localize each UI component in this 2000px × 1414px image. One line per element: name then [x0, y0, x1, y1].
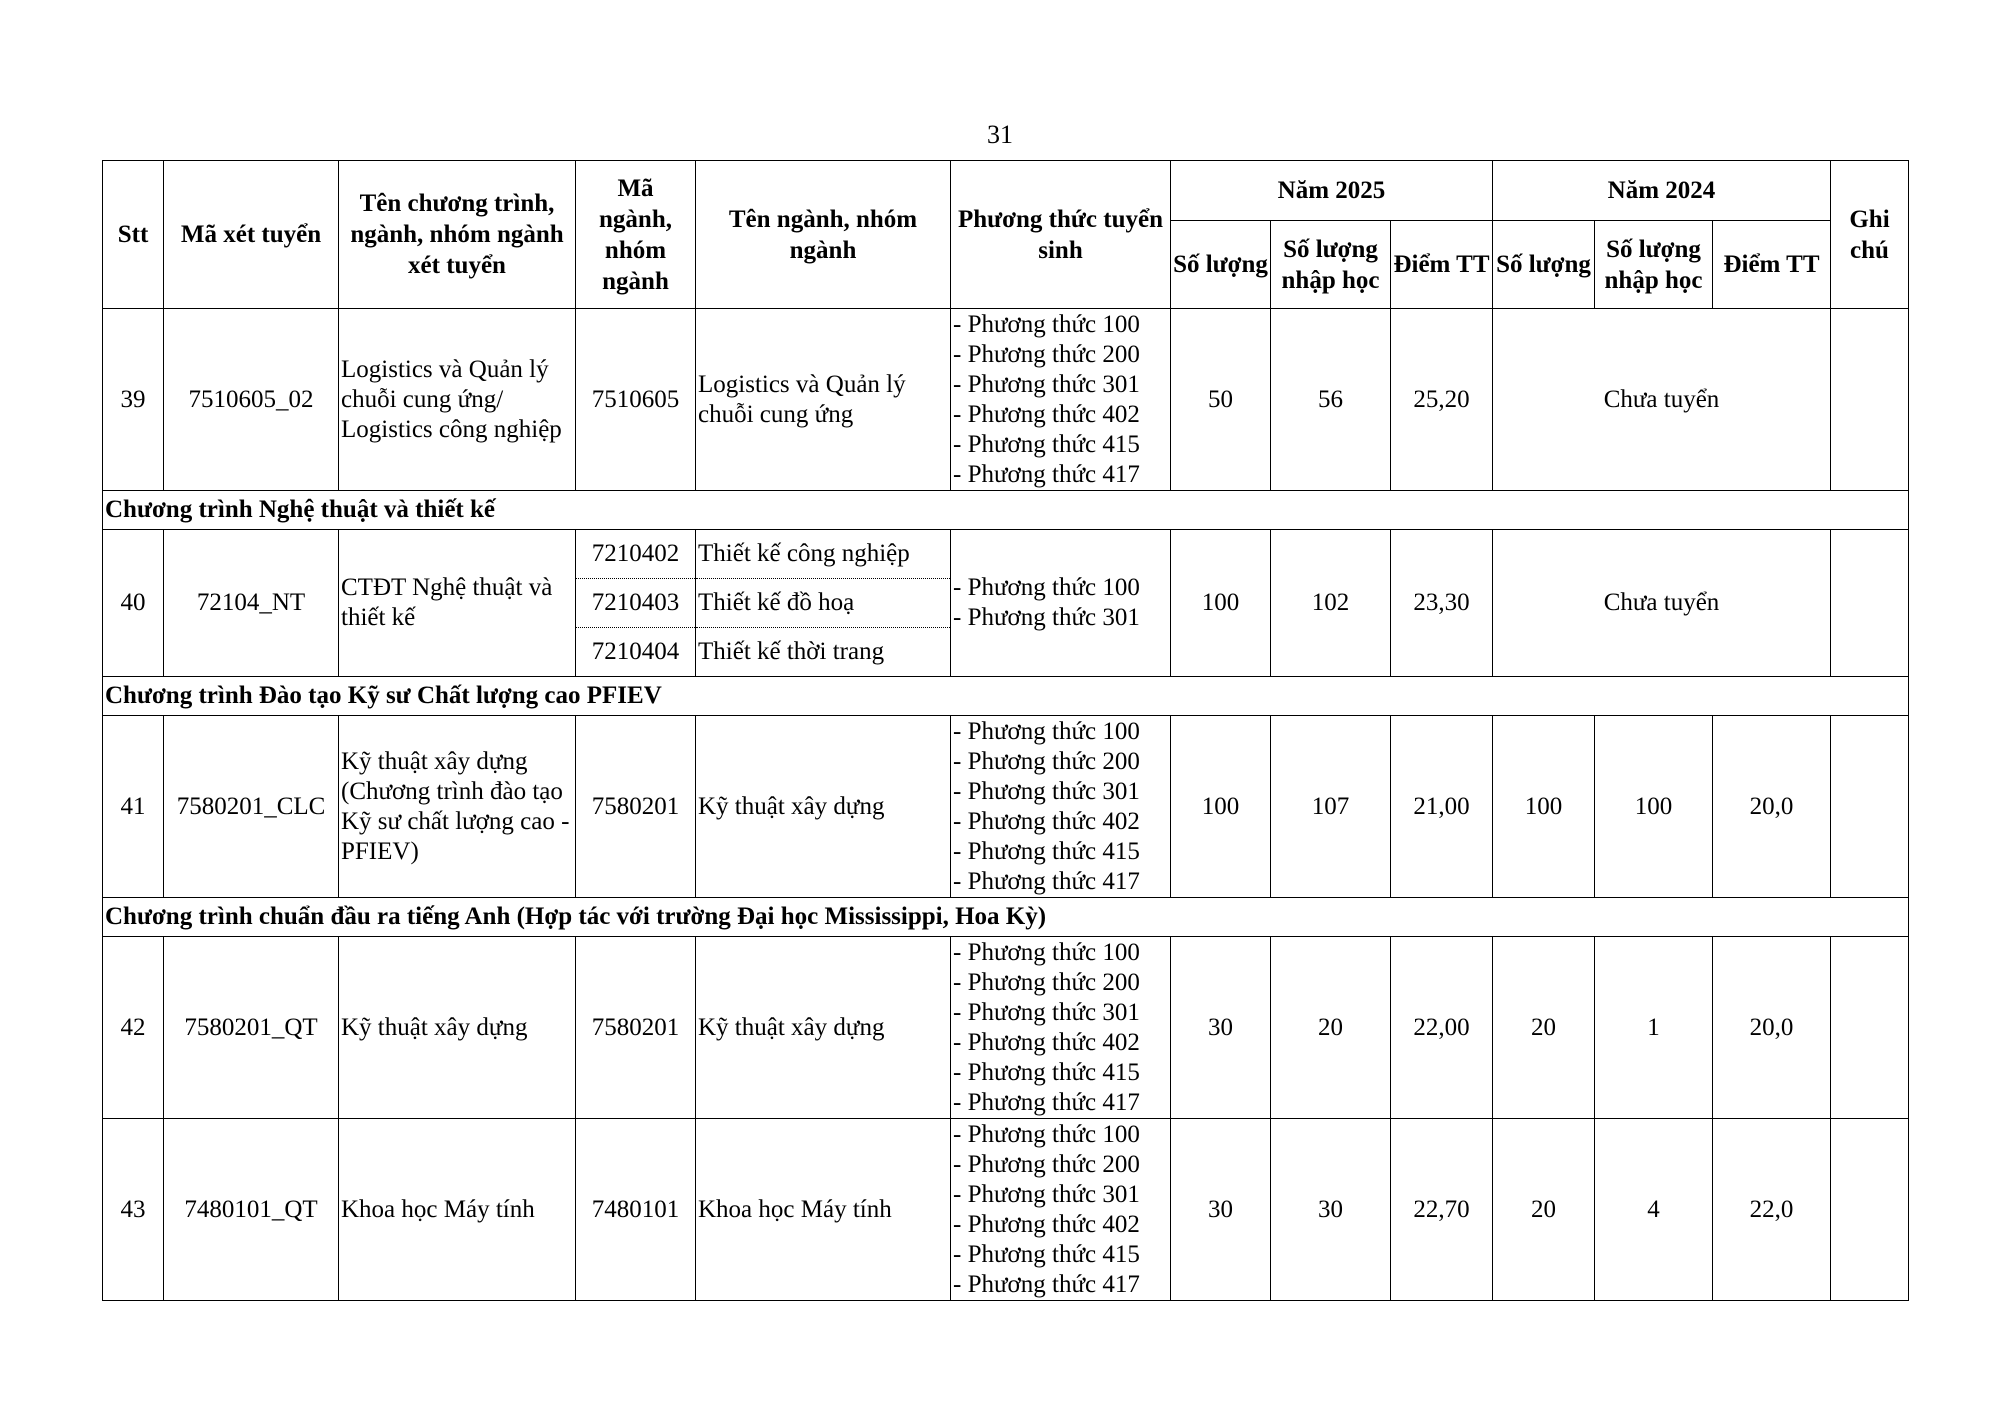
method-item: - Phương thức 100	[953, 938, 1140, 966]
cell-phuong-thuc	[951, 937, 1171, 1119]
header-ten-chuong-trinh: Tên chương trình, ngành, nhóm ngành xét tuyển	[339, 161, 576, 309]
method-item: - Phương thức 415	[953, 1240, 1140, 1268]
header-ghi-chu: Ghi chú	[1831, 161, 1909, 309]
section-row	[103, 491, 1909, 530]
cell-ma-nganh: 7580201	[576, 716, 696, 898]
header-so-luong-2025: Số lượng	[1171, 221, 1271, 309]
cell-ma-xet-tuyen: 7480101_QT	[164, 1119, 339, 1301]
method-item: - Phương thức 417	[953, 460, 1140, 488]
header-nhap-hoc-2025: Số lượng nhập học	[1271, 221, 1391, 309]
cell-so-luong-2024: 100	[1493, 716, 1595, 898]
cell-stt: 40	[103, 530, 164, 677]
cell-ma-nganh: 7210403	[576, 579, 696, 628]
header-ten-nganh: Tên ngành, nhóm ngành	[696, 161, 951, 309]
page-number: 31	[987, 120, 1013, 149]
header-ma-nganh: Mã ngành, nhóm ngành	[576, 161, 696, 309]
cell-phuong-thuc	[951, 1119, 1171, 1301]
header-so-luong-2024: Số lượng	[1493, 221, 1595, 309]
section-row	[103, 677, 1909, 716]
cell-diem-tt-2025: 22,70	[1391, 1119, 1493, 1301]
cell-so-luong-2025: 30	[1171, 1119, 1271, 1301]
header-diem-tt-2024: Điểm TT	[1713, 221, 1831, 309]
method-item: - Phương thức 415	[953, 1058, 1140, 1086]
cell-ten-nganh: Khoa học Máy tính	[696, 1119, 951, 1301]
section-title: Chương trình Đào tạo Kỹ sư Chất lượng cao PFIEV	[103, 677, 1909, 716]
method-item: - Phương thức 100	[953, 1120, 1140, 1148]
section-title: Chương trình chuẩn đầu ra tiếng Anh (Hợp tác với trường Đại học Mississippi, Hoa Kỳ)	[103, 898, 1909, 937]
method-item: - Phương thức 200	[953, 340, 1140, 368]
section-row	[103, 898, 1909, 937]
cell-so-luong-2025: 30	[1171, 937, 1271, 1119]
cell-nhap-hoc-2024: 100	[1595, 716, 1713, 898]
header-nhap-hoc-2024: Số lượng nhập học	[1595, 221, 1713, 309]
method-item: - Phương thức 100	[953, 310, 1140, 338]
cell-diem-tt-2025: 21,00	[1391, 716, 1493, 898]
cell-diem-tt-2024: 22,0	[1713, 1119, 1831, 1301]
section-title: Chương trình Nghệ thuật và thiết kế	[103, 491, 1909, 530]
cell-ma-nganh: 7510605	[576, 309, 696, 491]
method-item: - Phương thức 200	[953, 747, 1140, 775]
method-item: - Phương thức 402	[953, 1210, 1140, 1238]
cell-note-2024: Chưa tuyển	[1493, 309, 1831, 491]
cell-diem-tt-2025: 23,30	[1391, 530, 1493, 677]
cell-so-luong-2025: 100	[1171, 716, 1271, 898]
header-diem-tt-2025: Điểm TT	[1391, 221, 1493, 309]
table-row	[103, 530, 1909, 579]
cell-ma-xet-tuyen: 72104_NT	[164, 530, 339, 677]
cell-so-luong-2024: 20	[1493, 1119, 1595, 1301]
cell-ghi-chu	[1831, 530, 1909, 677]
cell-nhap-hoc-2025: 30	[1271, 1119, 1391, 1301]
method-item: - Phương thức 301	[953, 604, 1140, 631]
cell-ten-nganh: Kỹ thuật xây dựng	[696, 716, 951, 898]
cell-ghi-chu	[1831, 716, 1909, 898]
cell-ten-nganh: Logistics và Quản lý chuỗi cung ứng	[696, 309, 951, 491]
method-item: - Phương thức 301	[953, 1180, 1140, 1208]
cell-nhap-hoc-2025: 20	[1271, 937, 1391, 1119]
cell-stt: 41	[103, 716, 164, 898]
method-item: - Phương thức 100	[953, 717, 1140, 745]
cell-nhap-hoc-2025: 102	[1271, 530, 1391, 677]
admissions-table	[102, 160, 1909, 1301]
method-item: - Phương thức 415	[953, 430, 1140, 458]
cell-phuong-thuc	[951, 530, 1171, 677]
method-item: - Phương thức 417	[953, 867, 1140, 895]
header-nam-2024: Năm 2024	[1493, 161, 1831, 221]
method-item: - Phương thức 417	[953, 1270, 1140, 1298]
header-ma-xet-tuyen: Mã xét tuyển	[164, 161, 339, 309]
cell-diem-tt-2024: 20,0	[1713, 716, 1831, 898]
method-item: - Phương thức 402	[953, 400, 1140, 428]
cell-ma-xet-tuyen: 7580201_QT	[164, 937, 339, 1119]
cell-ten-chuong-trinh: CTĐT Nghệ thuật và thiết kế	[339, 530, 576, 677]
cell-ghi-chu	[1831, 309, 1909, 491]
cell-diem-tt-2025: 25,20	[1391, 309, 1493, 491]
cell-nhap-hoc-2025: 56	[1271, 309, 1391, 491]
cell-ma-nganh: 7480101	[576, 1119, 696, 1301]
cell-so-luong-2024: 20	[1493, 937, 1595, 1119]
cell-stt: 39	[103, 309, 164, 491]
method-item: - Phương thức 100	[953, 574, 1140, 601]
cell-ma-nganh: 7210402	[576, 530, 696, 579]
cell-diem-tt-2024: 20,0	[1713, 937, 1831, 1119]
cell-ten-chuong-trinh: Logistics và Quản lý chuỗi cung ứng/ Logistics công nghiệp	[339, 309, 576, 491]
header-nam-2025: Năm 2025	[1171, 161, 1493, 221]
header-phuong-thuc: Phương thức tuyển sinh	[951, 161, 1171, 309]
method-item: - Phương thức 402	[953, 1028, 1140, 1056]
table-row	[103, 716, 1909, 898]
method-item: - Phương thức 417	[953, 1088, 1140, 1116]
cell-diem-tt-2025: 22,00	[1391, 937, 1493, 1119]
header-stt: Stt	[103, 161, 164, 309]
cell-ten-chuong-trinh: Kỹ thuật xây dựng	[339, 937, 576, 1119]
cell-so-luong-2025: 100	[1171, 530, 1271, 677]
cell-ma-xet-tuyen: 7580201_CLC	[164, 716, 339, 898]
method-item: - Phương thức 200	[953, 1150, 1140, 1178]
cell-ma-xet-tuyen: 7510605_02	[164, 309, 339, 491]
cell-phuong-thuc	[951, 309, 1171, 491]
method-item: - Phương thức 301	[953, 998, 1140, 1026]
cell-ghi-chu	[1831, 1119, 1909, 1301]
cell-ten-nganh: Thiết kế đồ hoạ	[696, 579, 951, 628]
cell-phuong-thuc	[951, 716, 1171, 898]
method-item: - Phương thức 301	[953, 777, 1140, 805]
cell-ten-nganh: Thiết kế công nghiệp	[696, 530, 951, 579]
method-item: - Phương thức 415	[953, 837, 1140, 865]
method-item: - Phương thức 402	[953, 807, 1140, 835]
cell-ten-nganh: Thiết kế thời trang	[696, 628, 951, 677]
cell-nhap-hoc-2024: 4	[1595, 1119, 1713, 1301]
cell-ten-chuong-trinh: Kỹ thuật xây dựng (Chương trình đào tạo Kỹ sư chất lượng cao - PFIEV)	[339, 716, 576, 898]
cell-ghi-chu	[1831, 937, 1909, 1119]
cell-nhap-hoc-2025: 107	[1271, 716, 1391, 898]
cell-ma-nganh: 7580201	[576, 937, 696, 1119]
cell-nhap-hoc-2024: 1	[1595, 937, 1713, 1119]
cell-stt: 42	[103, 937, 164, 1119]
cell-note-2024: Chưa tuyển	[1493, 530, 1831, 677]
cell-ten-chuong-trinh: Khoa học Máy tính	[339, 1119, 576, 1301]
table-row	[103, 309, 1909, 491]
cell-stt: 43	[103, 1119, 164, 1301]
cell-ma-nganh: 7210404	[576, 628, 696, 677]
table-row	[103, 1119, 1909, 1301]
method-item: - Phương thức 200	[953, 968, 1140, 996]
cell-so-luong-2025: 50	[1171, 309, 1271, 491]
cell-ten-nganh: Kỹ thuật xây dựng	[696, 937, 951, 1119]
method-item: - Phương thức 301	[953, 370, 1140, 398]
table-row	[103, 937, 1909, 1119]
